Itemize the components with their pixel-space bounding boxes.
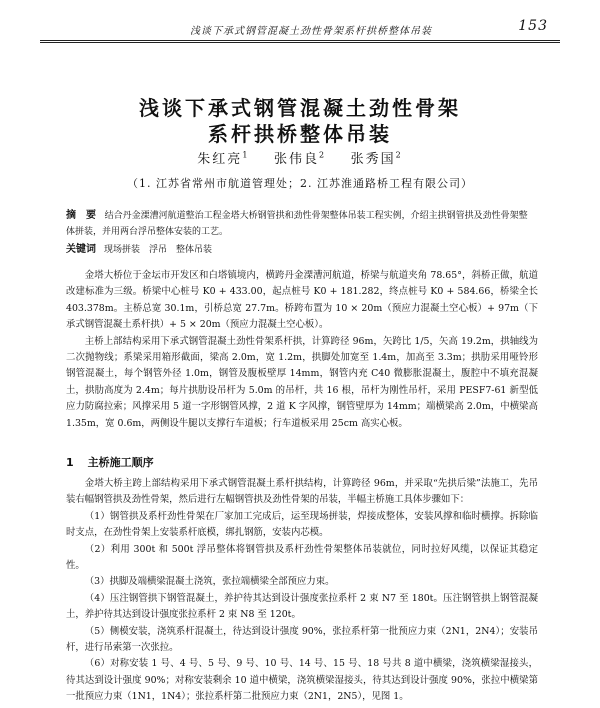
paragraph-construction-order: 金塔大桥主跨上部结构采用下承式钢管混凝土系杆拱结构，计算跨径 96m，并采取“先拱后梁”法施工，先吊装右幅钢管拱及劲性骨架，然后进行左幅钢管拱及劲性骨架的吊装，半幅主桥施工具体步骤如下： [66, 478, 538, 506]
step-5: （5）侧模安装，浇筑系杆混凝土，待达到设计强度 90%，张拉系杆第一批预应力束（2N1，2N4）；安装吊杆，进行吊索第一次张拉。 [66, 625, 538, 654]
section-heading [66, 454, 168, 470]
author-2: 张伟良 [273, 152, 319, 167]
abstract-label: 摘 要 [66, 210, 96, 221]
running-title: 浅谈下承式钢管混凝土劲性骨架系杆拱桥整体吊装 [190, 26, 432, 37]
author-2-affil-mark: 2 [318, 150, 327, 160]
section-title: 主桥施工顺序 [87, 456, 154, 469]
abstract-text: 结合丹金溧漕河航道整治工程金塔大桥钢管拱和劲性骨架整体吊装工程实例，介绍主拱钢管拱及劲性骨架整体拼装，并用两台浮吊整体安装的工艺。 [66, 211, 528, 237]
header-rule-bottom [40, 42, 560, 43]
abstract [66, 208, 536, 240]
section-number: 1 [66, 456, 74, 469]
step-3: （3）拱脚及端横梁混凝土浇筑，张拉端横梁全部预应力束。 [84, 576, 335, 588]
paragraph-superstructure: 主桥上部结构采用下承式钢管混凝土劲性骨架系杆拱，计算跨径 96m，矢跨比 1/5，矢高 19.2m，拱轴线为二次抛物线；系梁采用箱形截面，梁高 2.0m，宽 1.2m，拱脚处加宽至 1.4m，加高至 3.3m；拱肋采用哑铃形钢管混凝土，每个钢管外径 1.0m，钢管及腹板壁厚 14mm，钢管内充 C40 微膨胀混凝土，腹腔中不填充混凝土，拱肋高度为 2.4m；每片拱肋设吊杆为 5.0m 的吊杆，共 16 根，吊杆为刚性吊杆，采用 PESF7-61 新型低应力防腐拉索；风撑采用 5 道一字形钢管风撑，2 道 K 字风撑，钢管壁厚为 14mm；端横梁高 2.0m，中横梁高 1.35m，宽 0.6m，两侧设牛腿以支撑行车道板；行车道板采用 25cm 高实心板。 [66, 335, 538, 429]
intro-text [66, 268, 538, 432]
keywords-label: 关键词 [66, 244, 96, 255]
keywords-text: 现场拼装 浮吊 整体吊装 [104, 245, 213, 255]
section-text [66, 476, 538, 706]
article-title-line-1: 浅谈下承式钢管混凝土劲性骨架 [139, 96, 461, 120]
step-2: （2）利用 300t 和 500t 浮吊整体将钢管拱及系杆劲性骨架整体吊装就位，同时拉好风缆，以保证其稳定性。 [66, 543, 538, 572]
author-1: 朱红亮 [197, 152, 243, 167]
page-number: 153 [518, 18, 548, 34]
author-1-affil-mark: 1 [242, 150, 250, 160]
keywords [66, 240, 536, 255]
author-3-affil-mark: 2 [395, 150, 403, 160]
article-title-line-2: 系杆拱桥整体吊装 [208, 122, 392, 146]
step-4: （4）压注钢管拱下钢管混凝土，养护待其达到设计强度张拉系杆 2 束 N7 至 180t。压注钢管拱上钢管混凝土，养护待其达到设计强度张拉系杆 2 束 N8 至 120t。 [66, 592, 538, 621]
authors [0, 148, 600, 167]
affiliation: （1. 江苏省常州市航道管理处；2. 江苏淮通路桥工程有限公司） [127, 177, 473, 190]
running-head [40, 18, 560, 38]
step-1: （1）钢管拱及系杆劲性骨架在厂家加工完成后，运至现场拼装，焊接成整体，安装风撑和临时横撑。拆除临时支点，在劲性骨架上安装系杆底模，绑扎钢筋，安装内芯模。 [66, 510, 538, 539]
step-6: （6）对称安装 1 号、4 号、5 号、9 号、10 号、14 号、15 号、18 号共 8 道中横梁，浇筑横梁湿接头，待其达到设计强度 90%；对称安装剩余 10 道中横梁，浇筑横梁湿接头，待其达到设计强度 90%，张拉中横梁第一批预应力束（1N1，1N4）；张拉系杆第二批预应力束（2N1，2N5），见图 1。 [66, 658, 538, 703]
header-rule-top [40, 40, 560, 41]
paragraph-bridge-location: 金塔大桥位于金坛市开发区和白塔镇境内，横跨丹金溧漕河航道，桥梁与航道夹角 78.65°，斜桥正做，航道改建标准为三级。桥梁中心桩号 K0 + 433.00，起点桩号 K0 + 181.282，终点桩号 K0 + 584.66，桥梁全长 403.378m。主桥总宽 30.1m，引桥总宽 27.7m。桥跨布置为 10 × 20m（预应力混凝土空心板）+ 97m（下承式钢管混凝土系杆拱）+ 5 × 20m（预应力混凝土空心板）。 [66, 270, 538, 331]
author-3: 张秀国 [350, 152, 396, 167]
